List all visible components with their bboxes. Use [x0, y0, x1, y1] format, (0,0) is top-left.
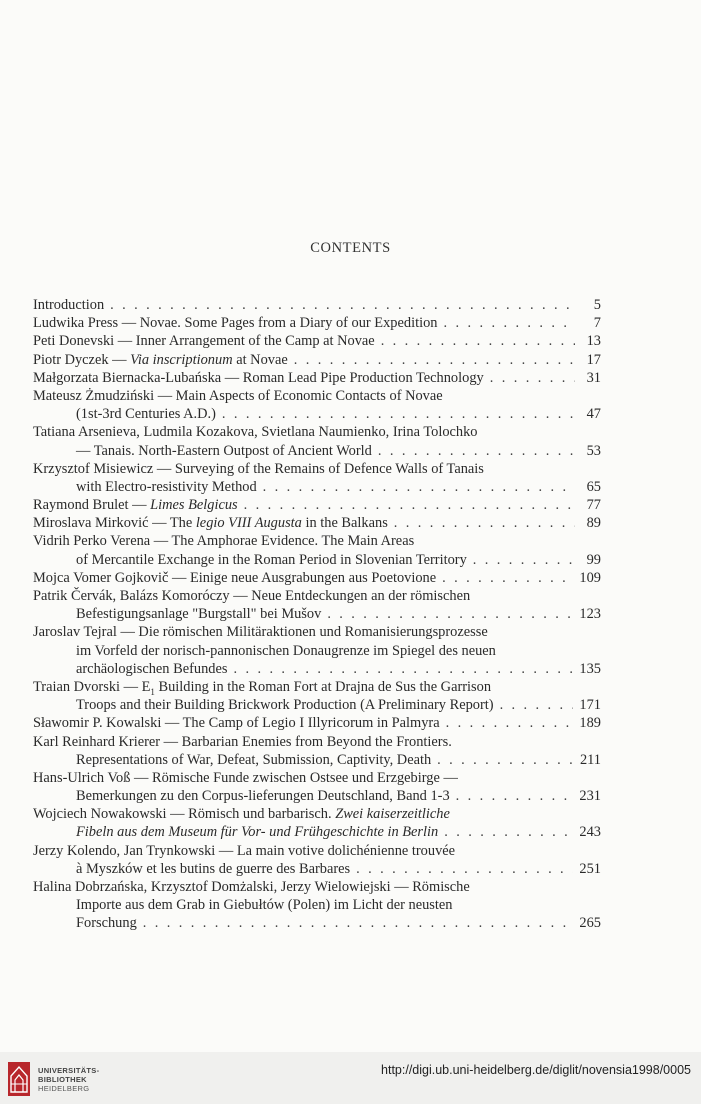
toc-entry-title: Troops and their Building Brickwork Production (A Preliminary Report) — [76, 697, 494, 714]
library-line-3: HEIDELBERG — [38, 1084, 90, 1093]
toc-entry — [33, 532, 601, 568]
footer-bar — [0, 1052, 701, 1104]
toc-entry-last-line — [33, 351, 601, 369]
toc-entry-title: Piotr Dyczek — Via inscriptionum at Novae — [33, 351, 288, 368]
toc-entry-title: Peti Donevski — Inner Arrangement of the Camp at Novae — [33, 333, 375, 350]
toc-entry-last-line — [33, 696, 601, 714]
toc-entry — [33, 514, 601, 532]
toc-page-number: 17 — [586, 351, 601, 368]
library-line-1: UNIVERSITÄTS- — [38, 1066, 100, 1075]
toc-page-number: 189 — [579, 715, 601, 732]
toc-entry-last-line — [33, 751, 601, 769]
toc-entry-last-line — [33, 514, 601, 532]
toc-entry-line: Tatiana Arsenieva, Ludmila Kozakova, Svietlana Naumienko, Irina Tolochko — [33, 424, 478, 441]
dot-leader — [456, 787, 574, 805]
toc-entry-title: Forschung — [76, 915, 137, 932]
toc-entry-last-line — [33, 442, 601, 460]
toc-entry-title: — Tanais. North-Eastern Outpost of Ancient World — [76, 442, 372, 459]
dot-leader — [443, 314, 575, 332]
dot-leader — [110, 296, 575, 314]
toc-entry-last-line — [33, 296, 601, 314]
toc-entry — [33, 332, 601, 350]
toc-entry-line: Mateusz Żmudziński — Main Aspects of Economic Contacts of Novae — [33, 387, 443, 404]
toc-entry-last-line — [33, 332, 601, 350]
toc-entry — [33, 714, 601, 732]
toc-entry-line: Karl Reinhard Krierer — Barbarian Enemies from Beyond the Frontiers. — [33, 733, 452, 750]
dot-leader — [233, 660, 573, 678]
toc-entry-line: Jerzy Kolendo, Jan Trynkowski — La main votive dolichénienne trouvée — [33, 842, 456, 859]
toc-entry — [33, 842, 601, 878]
library-line-2: BIBLIOTHEK — [38, 1075, 87, 1084]
dot-leader — [294, 351, 575, 369]
toc-entry — [33, 496, 601, 514]
toc-entry — [33, 351, 601, 369]
toc-page-number: 31 — [586, 369, 601, 386]
toc-entry-line: Jaroslav Tejral — Die römischen Militäraktionen und Romanisierungsprozesse — [33, 624, 488, 641]
toc-entry-last-line — [33, 714, 601, 732]
dot-leader — [381, 332, 575, 350]
toc-entry — [33, 733, 601, 769]
dot-leader — [222, 405, 575, 423]
toc-entry-title: Mojca Vomer Gojkovič — Einige neue Ausgrabungen aus Poetovione — [33, 569, 437, 586]
dot-leader — [356, 860, 573, 878]
toc-entry-title: Representations of War, Defeat, Submission, Captivity, Death — [76, 751, 432, 768]
toc-entry — [33, 678, 601, 714]
toc-page-number: 211 — [579, 751, 601, 768]
toc-entry-title: Ludwika Press — Novae. Some Pages from a Diary of our Expedition — [33, 315, 438, 332]
toc-page-number: 99 — [586, 551, 601, 568]
toc-entry — [33, 460, 601, 496]
toc-page-number: 251 — [579, 860, 601, 877]
toc-page-number: 47 — [586, 406, 601, 423]
toc-entry — [33, 314, 601, 332]
toc-entry-title: à Myszków et les butins de guerre des Barbares — [76, 860, 351, 877]
dot-leader — [473, 551, 575, 569]
library-logo-icon — [8, 1062, 30, 1096]
toc-entry-line: Patrik Červák, Balázs Komoróczy — Neue Entdeckungen an der römischen — [33, 588, 471, 604]
toc-entry-last-line — [33, 569, 601, 587]
dot-leader — [263, 478, 575, 496]
toc-entry — [33, 296, 601, 314]
toc-page-number: 65 — [586, 478, 601, 495]
toc-entry-line: Wojciech Nowakowski — Römisch und barbarisch. Zwei kaiserzeitliche — [33, 806, 450, 823]
toc-entry-title: Miroslava Mirković — The legio VIII Augusta in the Balkans — [33, 515, 388, 532]
toc-entry-line: im Vorfeld der norisch-pannonischen Donaugrenze im Spiegel des neuen — [76, 642, 496, 659]
toc-entry — [33, 369, 601, 387]
toc-entry-title: Bemerkungen zu den Corpus-lieferungen Deutschland, Band 1-3 — [76, 788, 450, 805]
page-title: CONTENTS — [310, 240, 391, 256]
toc-entry-title: Małgorzata Biernacka-Lubańska — Roman Lead Pipe Production Technology — [33, 369, 484, 386]
toc-entry-title: Fibeln aus dem Museum für Vor- und Frühgeschichte in Berlin — [76, 824, 439, 841]
toc-page-number: 171 — [579, 697, 601, 714]
toc-page-number: 5 — [593, 297, 601, 313]
toc-entry — [33, 569, 601, 587]
toc-page-number: 77 — [586, 497, 601, 514]
toc-page-number: 109 — [579, 569, 601, 586]
dot-leader — [378, 442, 575, 460]
toc-entry-last-line — [33, 787, 601, 805]
toc-page-number: 265 — [579, 915, 601, 932]
toc-page-number: 89 — [586, 515, 601, 532]
toc-entry — [33, 805, 601, 841]
toc-entry — [33, 623, 601, 678]
dot-leader — [437, 751, 574, 769]
toc-entry — [33, 587, 601, 623]
toc-entry-line: Halina Dobrzańska, Krzysztof Domżalski, Jerzy Wielowiejski — Römische — [33, 879, 470, 895]
dot-leader — [446, 714, 574, 732]
dot-leader — [394, 514, 575, 532]
toc-entry-title: Befestigungsanlage "Burgstall" bei Mušov — [76, 606, 322, 623]
toc-entry-line: Traian Dvorski — $E_1$ Building in the Roman Fort at Drajna de Sus the Garrison — [33, 678, 492, 697]
toc-entry-title: Raymond Brulet — Limes Belgicus — [33, 497, 238, 514]
dot-leader — [500, 696, 574, 714]
toc-page-number: 53 — [586, 442, 601, 459]
toc-entry-line: Importe aus dem Grab in Giebułtów (Polen) im Licht der neusten — [76, 897, 453, 914]
toc-entry-last-line — [33, 369, 601, 387]
toc-entry-last-line — [33, 860, 601, 878]
toc-entry-line: Vidrih Perko Verena — The Amphorae Evidence. The Main Areas — [33, 533, 415, 550]
toc-entry — [33, 878, 601, 933]
table-of-contents — [33, 296, 601, 933]
dot-leader — [244, 496, 575, 514]
toc-entry-last-line — [33, 478, 601, 496]
toc-entry-title: Introduction — [33, 297, 105, 313]
toc-entry-last-line — [33, 914, 601, 932]
toc-entry-last-line — [33, 551, 601, 569]
dot-leader — [490, 369, 575, 387]
toc-entry-last-line — [33, 496, 601, 514]
dot-leader — [327, 605, 573, 623]
toc-entry-title: with Electro-resistivity Method — [76, 478, 257, 495]
toc-entry-line: Hans-Ulrich Voß — Römische Funde zwischen Ostsee und Erzgebirge — — [33, 769, 458, 786]
dot-leader — [143, 914, 574, 932]
toc-entry-title: Sławomir P. Kowalski — The Camp of Legio I Illyricorum in Palmyra — [33, 715, 440, 732]
toc-entry-last-line — [33, 660, 601, 678]
dot-leader — [442, 569, 573, 587]
toc-page-number: 123 — [579, 606, 601, 623]
toc-page-number: 135 — [579, 660, 601, 677]
toc-entry — [33, 387, 601, 423]
dot-leader — [444, 823, 573, 841]
library-name — [38, 1066, 99, 1093]
toc-page-number: 231 — [579, 788, 601, 805]
toc-entry-last-line — [33, 405, 601, 423]
source-url-link[interactable]: http://digi.ub.uni-heidelberg.de/diglit/novensia1998/0005 — [381, 1063, 691, 1077]
toc-entry-title: archäologischen Befundes — [76, 660, 228, 677]
toc-entry-last-line — [33, 605, 601, 623]
toc-page-number: 243 — [579, 824, 601, 841]
toc-page-number: 7 — [593, 315, 601, 332]
toc-entry-line: Krzysztof Misiewicz — Surveying of the Remains of Defence Walls of Tanais — [33, 460, 484, 477]
toc-entry-last-line — [33, 823, 601, 841]
toc-entry-title: of Mercantile Exchange in the Roman Period in Slovenian Territory — [76, 551, 467, 568]
toc-entry — [33, 769, 601, 805]
toc-page-number: 13 — [586, 333, 601, 350]
toc-entry-title: (1st-3rd Centuries A.D.) — [76, 406, 216, 423]
toc-entry — [33, 423, 601, 459]
toc-entry-last-line — [33, 314, 601, 332]
